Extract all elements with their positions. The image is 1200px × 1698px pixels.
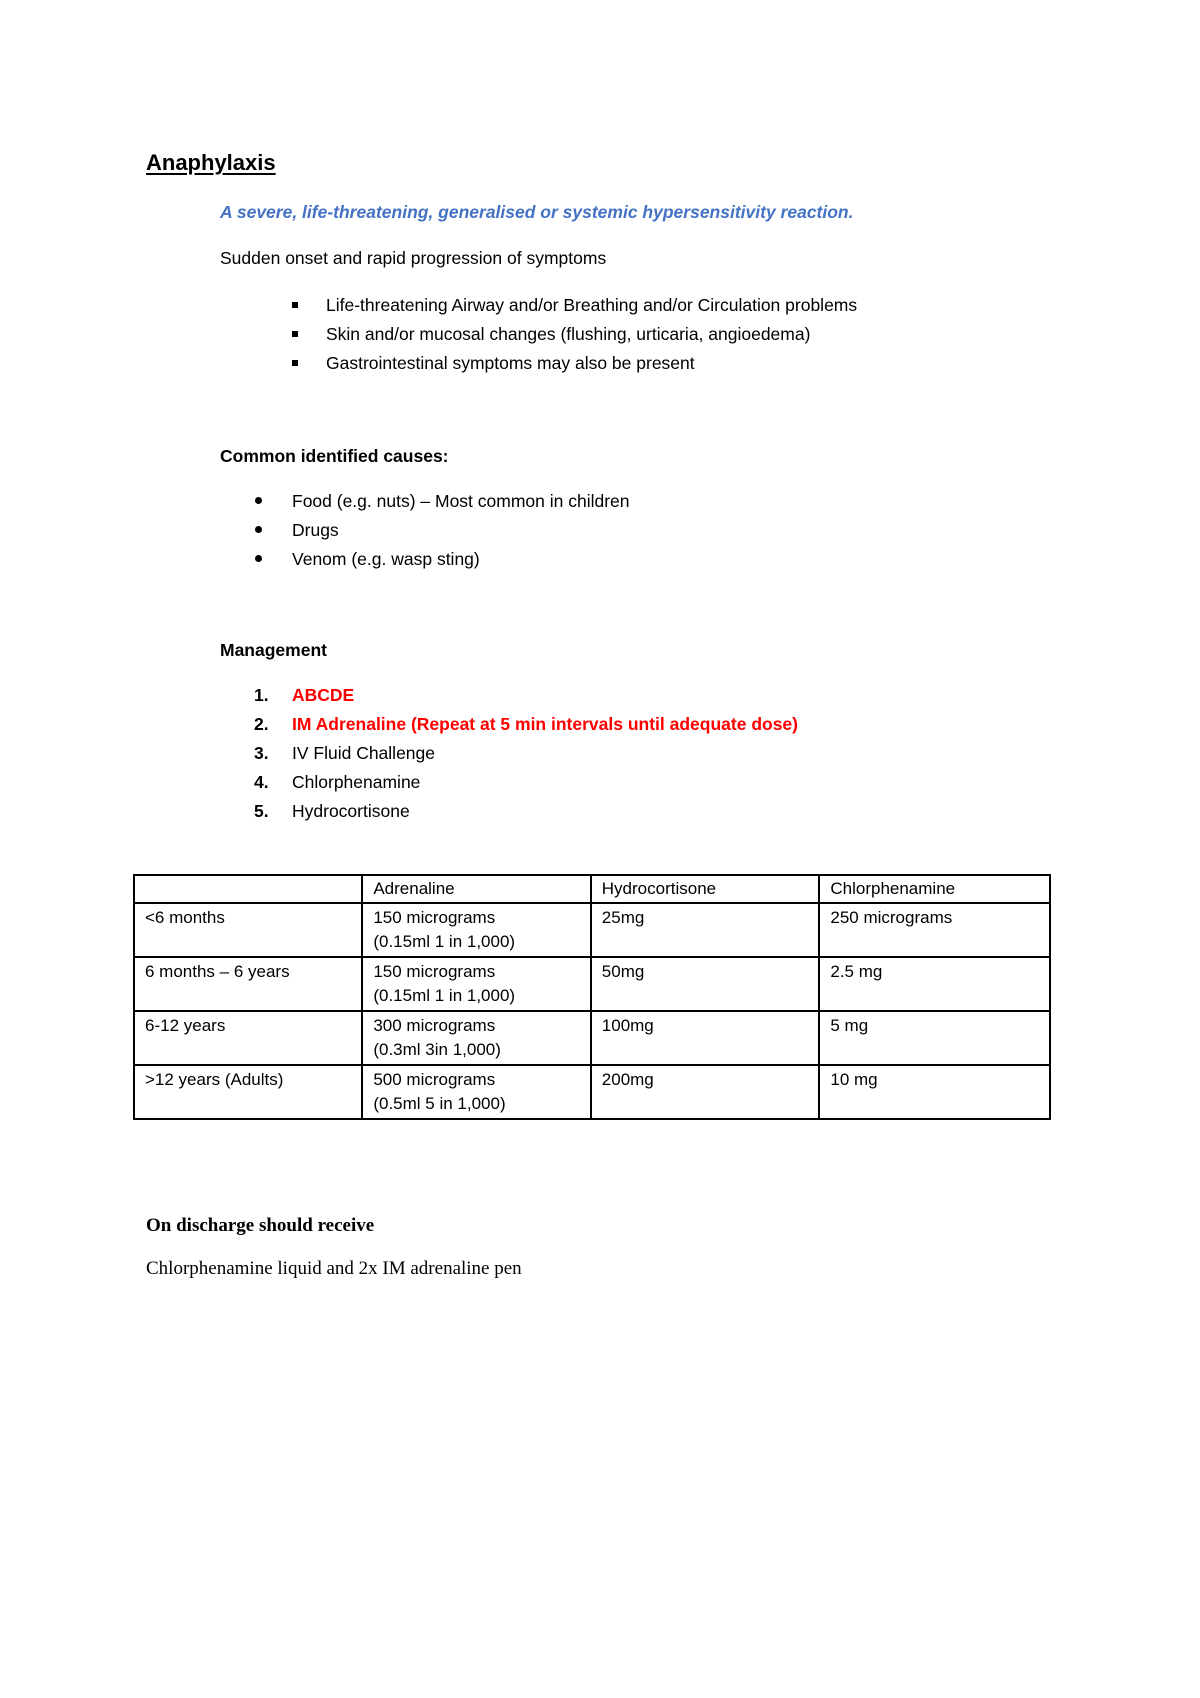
onset-text: Sudden onset and rapid progression of symptoms: [220, 248, 607, 268]
cause-text: Drugs: [292, 520, 339, 540]
chlorphenamine-cell: 250 micrograms: [819, 903, 1050, 957]
age-cell: >12 years (Adults): [134, 1065, 362, 1119]
item-number: 3.: [254, 743, 269, 763]
management-list: [254, 684, 798, 829]
age-cell: 6 months – 6 years: [134, 957, 362, 1011]
hydrocortisone-cell: 50mg: [591, 957, 820, 1011]
management-step: IV Fluid Challenge: [292, 743, 435, 763]
hydrocortisone-cell: 200mg: [591, 1065, 820, 1119]
adrenaline-dose: 500 micrograms: [373, 1070, 496, 1089]
round-bullet-icon: [255, 526, 262, 533]
management-step: Chlorphenamine: [292, 772, 421, 792]
symptom-text: Gastrointestinal symptoms may also be present: [326, 353, 695, 373]
list-item: [326, 294, 857, 323]
symptom-text: Skin and/or mucosal changes (flushing, urticaria, angioedema): [326, 324, 811, 344]
table-row: [134, 1065, 1050, 1119]
management-step: IM Adrenaline (Repeat at 5 min intervals until adequate dose): [292, 714, 798, 734]
adrenaline-detail: (0.5ml 5 in 1,000): [373, 1094, 506, 1113]
table-header-cell: [134, 875, 362, 903]
item-number: 1.: [254, 685, 269, 705]
cause-text: Venom (e.g. wasp sting): [292, 549, 480, 569]
discharge-text: Chlorphenamine liquid and 2x IM adrenaline pen: [146, 1258, 522, 1279]
symptom-text: Life-threatening Airway and/or Breathing and/or Circulation problems: [326, 295, 858, 315]
list-item: [292, 519, 630, 548]
causes-list: [292, 490, 630, 577]
adrenaline-detail: (0.15ml 1 in 1,000): [373, 932, 516, 951]
adrenaline-cell: [362, 903, 590, 957]
symptom-list: [326, 294, 857, 381]
adrenaline-detail: (0.3ml 3in 1,000): [373, 1040, 501, 1059]
adrenaline-dose: 300 micrograms: [373, 1016, 496, 1035]
table-row: [134, 957, 1050, 1011]
table-header-cell: Chlorphenamine: [819, 875, 1050, 903]
list-item: [254, 684, 798, 713]
dose-table: [133, 874, 1051, 1120]
square-bullet-icon: [292, 360, 298, 366]
adrenaline-cell: [362, 957, 590, 1011]
management-step: ABCDE: [292, 685, 355, 705]
list-item: [254, 742, 798, 771]
adrenaline-cell: [362, 1011, 590, 1065]
table-header-cell: Adrenaline: [362, 875, 590, 903]
item-number: 2.: [254, 714, 269, 734]
list-item: [326, 323, 857, 352]
list-item: [292, 548, 630, 577]
age-cell: 6-12 years: [134, 1011, 362, 1065]
hydrocortisone-cell: 100mg: [591, 1011, 820, 1065]
table-header-row: [134, 875, 1050, 903]
hydrocortisone-cell: 25mg: [591, 903, 820, 957]
table-row: [134, 1011, 1050, 1065]
page-title: Anaphylaxis: [146, 150, 276, 175]
causes-heading: Common identified causes:: [220, 446, 449, 466]
list-item: [326, 352, 857, 381]
round-bullet-icon: [255, 497, 262, 504]
cause-text: Food (e.g. nuts) – Most common in children: [292, 491, 630, 511]
table-row: [134, 903, 1050, 957]
management-heading: Management: [220, 640, 327, 660]
adrenaline-dose: 150 micrograms: [373, 962, 496, 981]
list-item: [254, 713, 798, 742]
square-bullet-icon: [292, 302, 298, 308]
chlorphenamine-cell: 5 mg: [819, 1011, 1050, 1065]
management-step: Hydrocortisone: [292, 801, 410, 821]
adrenaline-cell: [362, 1065, 590, 1119]
round-bullet-icon: [255, 555, 262, 562]
adrenaline-detail: (0.15ml 1 in 1,000): [373, 986, 516, 1005]
list-item: [254, 771, 798, 800]
chlorphenamine-cell: 2.5 mg: [819, 957, 1050, 1011]
definition-text: A severe, life-threatening, generalised or systemic hypersensitivity reaction.: [220, 202, 854, 222]
item-number: 5.: [254, 801, 269, 821]
table-header-cell: Hydrocortisone: [591, 875, 820, 903]
age-cell: <6 months: [134, 903, 362, 957]
square-bullet-icon: [292, 331, 298, 337]
discharge-heading: On discharge should receive: [146, 1215, 375, 1236]
list-item: [254, 800, 798, 829]
list-item: [292, 490, 630, 519]
chlorphenamine-cell: 10 mg: [819, 1065, 1050, 1119]
item-number: 4.: [254, 772, 269, 792]
adrenaline-dose: 150 micrograms: [373, 908, 496, 927]
